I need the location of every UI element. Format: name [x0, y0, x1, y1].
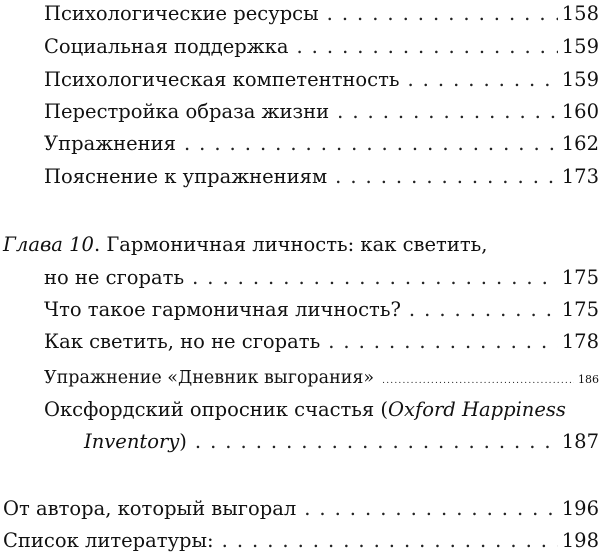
toc-entry-page: 159	[561, 68, 599, 91]
toc-entry-page: 178	[561, 330, 599, 353]
toc-entry-page: 158	[561, 2, 599, 25]
dot-leader	[296, 35, 557, 59]
toc-entry-oxford-line2	[84, 430, 599, 454]
toc-entry-title-italic: Inventory	[84, 430, 180, 453]
toc-entry-page: 173	[561, 165, 599, 188]
toc-entry-title: Как светить, но не сгорать	[44, 330, 321, 353]
toc-entry	[44, 132, 599, 156]
dot-leader	[222, 529, 558, 553]
toc-entry-title: Что такое гармоничная личность?	[44, 298, 401, 321]
toc-entry-page: 160	[561, 100, 599, 123]
toc-entry	[44, 298, 599, 322]
toc-entry-page: 198	[561, 529, 599, 552]
toc-entry-title-italic: Oxford Happiness	[388, 398, 566, 421]
dot-leader	[184, 132, 558, 156]
dot-leader	[304, 497, 558, 521]
toc-entry-page: 196	[561, 497, 599, 520]
toc-entry	[44, 165, 599, 189]
toc-entry-title: Пояснение к упражнениям	[44, 165, 328, 188]
chapter-title-line2: но не сгорать	[44, 266, 185, 289]
toc-entry-title: Социальная поддержка	[44, 35, 289, 58]
dot-leader	[328, 330, 558, 354]
toc-entry-title: Список литературы:	[3, 529, 214, 552]
dot-leader	[407, 68, 557, 92]
toc-entry	[44, 100, 599, 124]
chapter-prefix: Глава 10	[3, 233, 94, 256]
chapter-page: 175	[561, 266, 599, 289]
toc-entry-page: 159	[561, 35, 599, 58]
chapter-heading	[3, 233, 487, 257]
toc-entry-page: 187	[561, 430, 599, 453]
toc-entry-title: От автора, который выгорал	[3, 497, 297, 520]
toc-entry-title: Упражнение «Дневник выгорания»	[44, 368, 375, 388]
toc-entry	[3, 497, 599, 521]
toc-entry-page: 186	[578, 373, 599, 386]
toc-entry-oxford-line1	[44, 398, 566, 422]
toc-entry	[44, 366, 599, 393]
dot-leader	[335, 165, 558, 189]
toc-entry-title: Перестройка образа жизни	[44, 100, 330, 123]
toc-entry-page: 175	[561, 298, 599, 321]
dot-leader	[337, 100, 558, 124]
dot-leader	[192, 266, 558, 290]
toc-entry-title: Упражнения	[44, 132, 176, 155]
dot-leader	[409, 298, 558, 322]
toc-entry	[44, 2, 599, 26]
closing-paren: )	[179, 430, 187, 453]
toc-entry	[3, 529, 599, 553]
toc-entry-title: Психологическая компетентность	[44, 68, 400, 91]
toc-entry	[44, 35, 599, 59]
chapter-heading-continued	[44, 266, 599, 290]
dot-leader	[327, 2, 558, 26]
toc-entry-title: Психологические ресурсы	[44, 2, 319, 25]
toc-entry	[44, 68, 599, 92]
chapter-title-line1: . Гармоничная личность: как светить,	[93, 233, 488, 256]
toc-entry	[44, 330, 599, 354]
toc-entry-page: 162	[561, 132, 599, 155]
toc-entry-title-continued	[84, 430, 187, 454]
toc-entry-title: Оксфордский опросник счастья (	[44, 398, 389, 421]
dot-leader	[382, 366, 574, 393]
dot-leader	[195, 430, 558, 454]
